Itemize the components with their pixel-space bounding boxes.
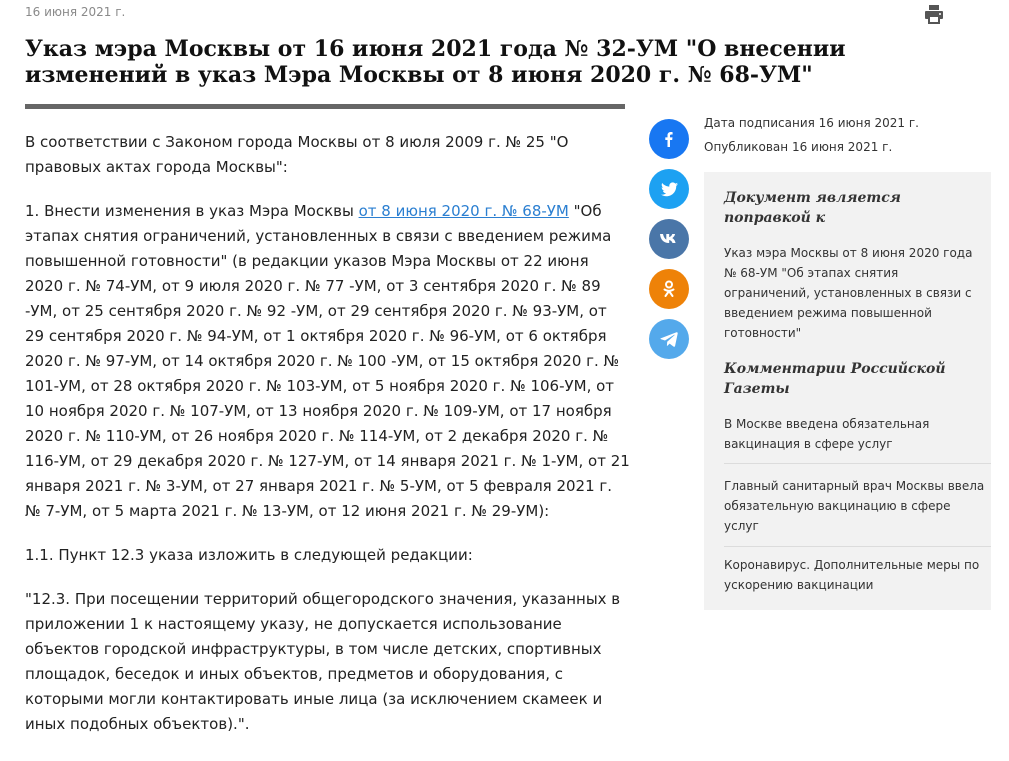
- facebook-icon: [661, 131, 677, 147]
- share-panel: [649, 119, 691, 369]
- printer-icon: [923, 3, 945, 25]
- telegram-icon: [660, 331, 678, 347]
- document-body: [25, 130, 630, 756]
- odnoklassniki-icon: [663, 280, 675, 298]
- related-sidebar: [704, 172, 991, 610]
- comment-link[interactable]: Коронавирус. Дополнительные меры по ускорению вакцинации: [724, 558, 980, 592]
- document-meta: [704, 111, 919, 159]
- share-odnoklassniki-button[interactable]: [649, 269, 689, 309]
- twitter-icon: [661, 182, 678, 197]
- comment-link[interactable]: Главный санитарный врач Москвы ввела обязательную вакцинацию в сфере услуг: [724, 479, 985, 533]
- share-telegram-button[interactable]: [649, 319, 689, 359]
- amended-decree-link[interactable]: от 8 июня 2020 г. № 68-УМ: [358, 202, 569, 220]
- vk-icon: [659, 233, 679, 245]
- comments-divider: [724, 546, 991, 547]
- paragraph-1-rest: "Об этапах снятия ограничений, установленных в связи с введением режима повышенной готовности" (в редакции указов Мэра Москвы от 22 июня 2020 г. № 74-УМ, от 9 июля 2020 г. № 77 -УМ, от 3 сентября 2020 г. № 89 -УМ, от 25 сентября 2020 г. № 92 -УМ, от 29 сентября 2020 г. № 93-УМ, от 29 сентября 2020 г. № 94-УМ, от 1 октября 2020 г. № 96-УМ, от 6 октября 2020 г. № 97-УМ, от 14 октября 2020 г. № 100 -УМ, от 15 октября 2020 г. № 101-УМ, от 28 октября 2020 г. № 103-УМ, от 5 ноября 2020 г. № 106-УМ, от 10 ноября 2020 г. № 107-УМ, от 13 ноября 2020 г. № 109-УМ, от 17 ноября 2020 г. № 110-УМ, от 26 ноября 2020 г. № 114-УМ, от 2 декабря 2020 г. № 116-УМ, от 29 декабря 2020 г. № 127-УМ, от 14 января 2021 г. № 1-УМ, от 21 января 2021 г. № 3-УМ, от 27 января 2021 г. № 5-УМ, от 5 февраля 2021 г. № 7-УМ, от 5 марта 2021 г. № 13-УМ, от 12 июня 2021 г. № 29-УМ):: [25, 202, 630, 520]
- page-title: Указ мэра Москвы от 16 июня 2021 года № 32-УМ "О внесении изменений в указ Мэра Москвы от 8 июня 2020 г. № 68-УМ": [25, 36, 846, 88]
- published-date: Опубликован 16 июня 2021 г.: [704, 140, 893, 154]
- print-button[interactable]: [923, 3, 945, 25]
- share-facebook-button[interactable]: [649, 119, 689, 159]
- paragraph-12-3: "12.3. При посещении территорий общегородского значения, указанных в приложении 1 к настоящему указу, не допускается использование объектов городской инфраструктуры, в том числе детских, спортивных площадок, беседок и иных объектов, предметов и оборудования, с которыми могли контактировать иные лица (за исключением скамеек и иных подобных объектов).".: [25, 590, 621, 733]
- share-twitter-button[interactable]: [649, 169, 689, 209]
- publication-date: 16 июня 2021 г.: [25, 5, 126, 19]
- comments-heading: Комментарии Российской Газеты: [724, 361, 946, 397]
- amended-decree-sidebar-link[interactable]: Указ мэра Москвы от 8 июня 2020 года № 68-УМ "Об этапах снятия ограничений, установленных в связи с введением режима повышенной готовности": [724, 246, 973, 340]
- comment-link[interactable]: В Москве введена обязательная вакцинация в сфере услуг: [724, 417, 930, 451]
- title-divider: [25, 104, 625, 109]
- paragraph-1-start: 1. Внести изменения в указ Мэра Москвы: [25, 202, 359, 220]
- paragraph-preamble: В соответствии с Законом города Москвы от 8 июля 2009 г. № 25 "О правовых актах города Москвы":: [25, 133, 569, 176]
- comments-divider: [724, 463, 991, 464]
- signed-date: Дата подписания 16 июня 2021 г.: [704, 116, 919, 130]
- paragraph-1-1: 1.1. Пункт 12.3 указа изложить в следующей редакции:: [25, 546, 473, 564]
- paragraph-1: [25, 199, 630, 524]
- amendment-heading: Документ является поправкой к: [724, 190, 901, 226]
- share-vk-button[interactable]: [649, 219, 689, 259]
